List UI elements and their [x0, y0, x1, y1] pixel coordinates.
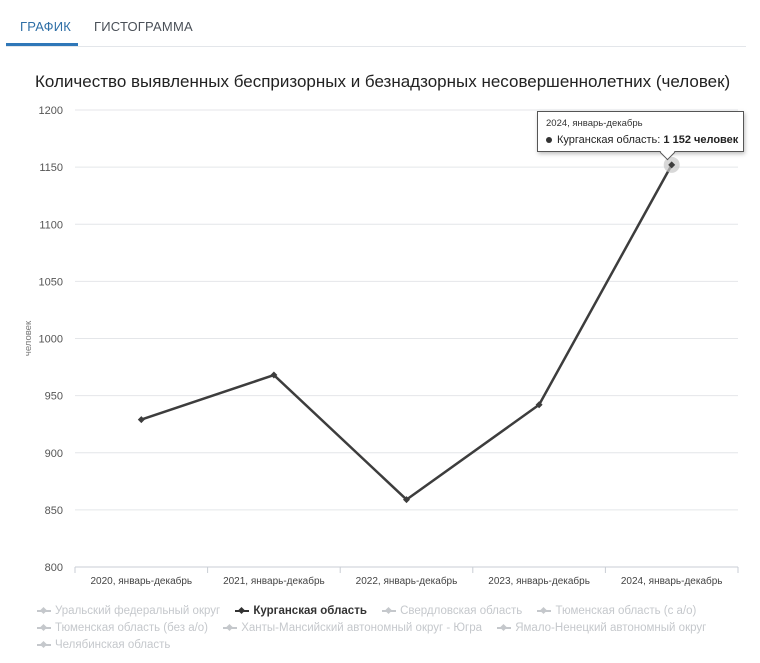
- y-tick-label: 950: [44, 390, 63, 403]
- legend-label: Свердловская область: [400, 605, 523, 617]
- legend-line-marker-icon: [537, 606, 551, 616]
- y-tick-label: 1000: [38, 333, 63, 346]
- y-tick-label: 1100: [39, 219, 63, 232]
- legend-label: Челябинская область: [55, 639, 171, 651]
- legend-line-marker-icon: [382, 606, 396, 616]
- legend-item[interactable]: [382, 603, 522, 620]
- series-line: [141, 165, 671, 500]
- legend-item[interactable]: [37, 603, 220, 620]
- y-axis-title: человек: [23, 320, 34, 357]
- y-tick-label: 1050: [38, 276, 63, 289]
- legend-line-marker-icon: [37, 640, 51, 650]
- legend-line-marker-icon: [37, 623, 51, 633]
- legend-label: Уральский федеральный округ: [55, 605, 221, 617]
- x-tick-label: 2023, январь-декабрь: [488, 576, 590, 587]
- legend-item[interactable]: [37, 637, 170, 654]
- chart-legend: [37, 603, 737, 654]
- tab-histogram[interactable]: ГИСТОГРАММА: [94, 19, 193, 34]
- legend-item[interactable]: [37, 620, 208, 637]
- legend-line-marker-icon: [235, 606, 249, 616]
- x-tick-label: 2024, январь-декабрь: [620, 576, 723, 587]
- tooltip-value: 1 152 человек: [663, 134, 739, 146]
- legend-item[interactable]: [537, 603, 696, 620]
- tooltip-series-dot: [546, 137, 552, 143]
- tooltip-header: 2024, январь-декабрь: [546, 118, 643, 129]
- tooltip-row: Курганская область: 1 152 человек: [546, 132, 735, 148]
- y-tick-label: 1200: [38, 105, 63, 117]
- tab-chart[interactable]: ГРАФИК: [20, 19, 72, 34]
- y-tick-label: 1150: [39, 162, 63, 175]
- legend-label: Курганская область: [253, 605, 367, 617]
- legend-item[interactable]: [497, 620, 706, 637]
- x-tick-label: 2021, январь-декабрь: [223, 576, 325, 587]
- legend-label: Тюменская область (без а/о): [55, 622, 209, 634]
- data-point[interactable]: [138, 416, 145, 423]
- legend-line-marker-icon: [223, 623, 237, 633]
- y-tick-label: 800: [44, 562, 63, 574]
- y-tick-label: 900: [44, 447, 63, 460]
- chart-title: Количество выявленных беспризорных и безнадзорных несовершеннолетних (человек): [35, 72, 731, 91]
- legend-label: Тюменская область (с а/о): [555, 605, 697, 617]
- legend-item[interactable]: [235, 603, 367, 620]
- y-tick-label: 850: [44, 504, 63, 517]
- legend-label: Ямало-Ненецкий автономный округ: [515, 622, 707, 634]
- legend-item[interactable]: [223, 620, 482, 637]
- legend-line-marker-icon: [37, 606, 51, 616]
- legend-line-marker-icon: [497, 623, 511, 633]
- chart-tooltip: [537, 111, 744, 152]
- legend-label: Ханты-Мансийский автономный округ - Югра: [241, 622, 483, 634]
- tooltip-series-name: Курганская область: [557, 134, 658, 146]
- x-tick-label: 2022, январь-декабрь: [355, 576, 458, 587]
- x-tick-label: 2020, январь-декабрь: [90, 576, 193, 587]
